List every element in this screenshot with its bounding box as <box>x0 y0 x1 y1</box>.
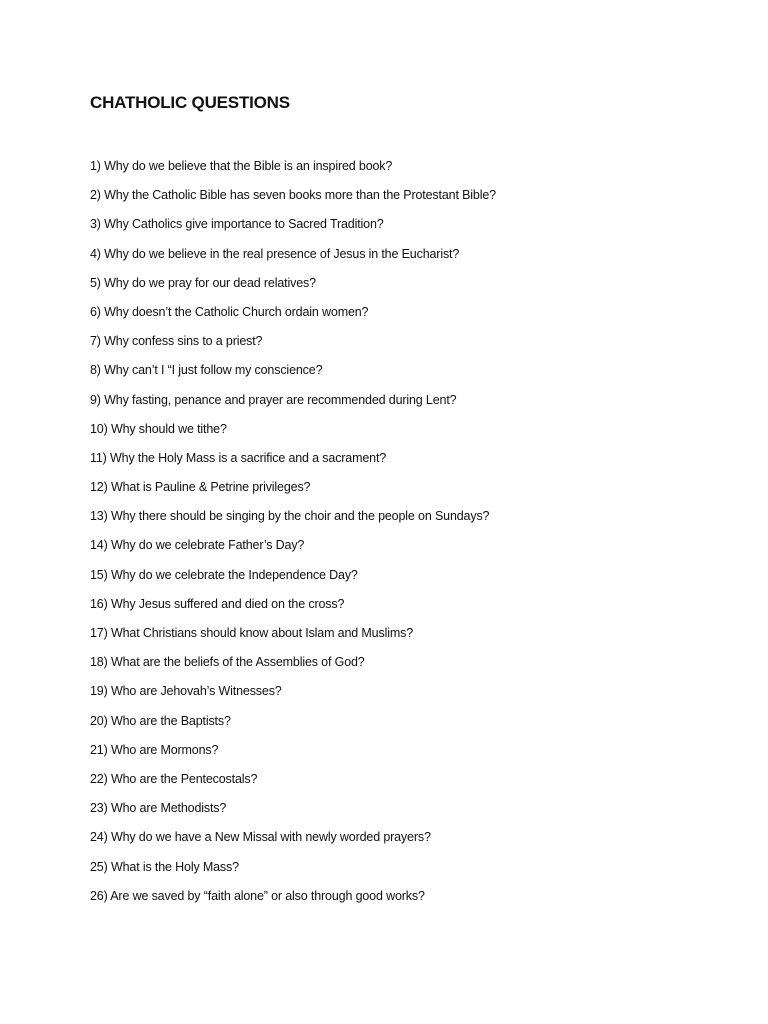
question-item: 8) Why can’t I “I just follow my conscience? <box>90 363 323 378</box>
question-item: 16) Why Jesus suffered and died on the cross? <box>90 596 345 611</box>
question-item: 21) Who are Mormons? <box>90 742 219 757</box>
question-list <box>90 157 496 916</box>
question-item: 6) Why doesn’t the Catholic Church ordain women? <box>90 304 369 319</box>
question-item: 15) Why do we celebrate the Independence Day? <box>90 567 358 582</box>
question-item: 5) Why do we pray for our dead relatives? <box>90 275 316 290</box>
question-item: 1) Why do we believe that the Bible is an inspired book? <box>90 159 393 173</box>
question-item: 14) Why do we celebrate Father’s Day? <box>90 538 305 553</box>
question-item: 24) Why do we have a New Missal with newly worded prayers? <box>90 830 431 845</box>
question-item: 10) Why should we tithe? <box>90 421 227 436</box>
question-item: 11) Why the Holy Mass is a sacrifice and a sacrament? <box>90 450 387 465</box>
question-item: 7) Why confess sins to a priest? <box>90 334 263 349</box>
question-item: 25) What is the Holy Mass? <box>90 859 239 874</box>
question-item: 3) Why Catholics give importance to Sacred Tradition? <box>90 217 384 232</box>
question-item: 13) Why there should be singing by the choir and the people on Sundays? <box>90 509 490 524</box>
question-item: 26) Are we saved by “faith alone” or also through good works? <box>90 888 425 903</box>
question-item: 20) Who are the Baptists? <box>90 713 231 728</box>
question-item: 18) What are the beliefs of the Assemblies of God? <box>90 655 365 670</box>
question-item: 23) Who are Methodists? <box>90 801 227 816</box>
question-item: 22) Who are the Pentecostals? <box>90 771 258 786</box>
question-item: 9) Why fasting, penance and prayer are recommended during Lent? <box>90 392 457 407</box>
question-item: 17) What Christians should know about Islam and Muslims? <box>90 626 413 640</box>
question-item: 12) What is Pauline & Petrine privileges? <box>90 480 311 495</box>
question-item: 4) Why do we believe in the real presence of Jesus in the Eucharist? <box>90 246 460 261</box>
question-item: 2) Why the Catholic Bible has seven books more than the Protestant Bible? <box>90 188 496 203</box>
question-item: 19) Who are Jehovah’s Witnesses? <box>90 684 282 699</box>
page-title: CHATHOLIC QUESTIONS <box>90 93 290 112</box>
